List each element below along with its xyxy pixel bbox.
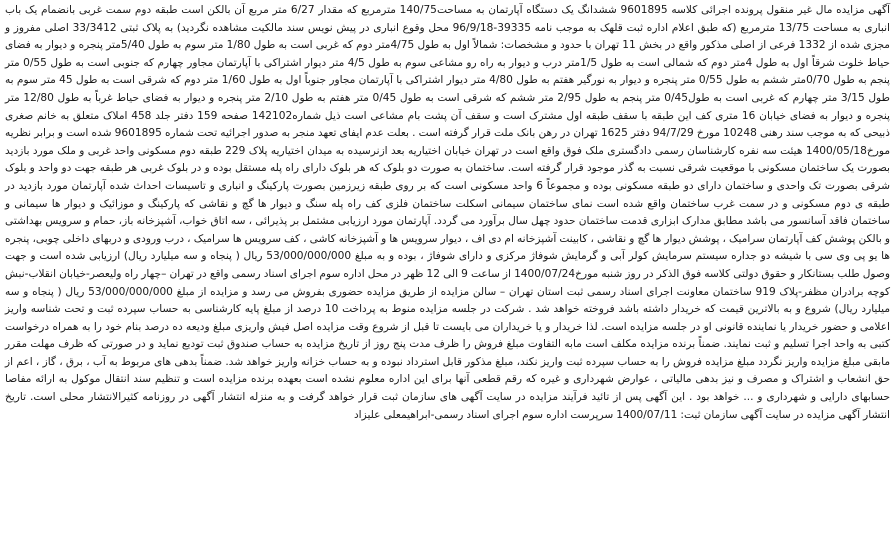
auction-notice-text: آگهی مزایده مال غیر منقول پرونده اجرائی کلاسه 9601895 ششدانگ یک دستگاه آپارتمان به مساحت140/75 مترمربع که مقدار 6/27 متر مربع آن بالکن است طبقه دوم سمت غربی بانضمام یک باب انباری به مساحت 13/75 مترمربع (که طبق اعلام اداره ثبت قلهک به موجب نامه 39335-96/9/18 محل وقوع انباری در پیش نویس سند مالکیت مشاهده نگردید) به پلاک ثبتی 33/3412 اصلی مفروز و مجزی شده از 1332 فرعی از اصلی مذکور واقع در بخش 11 تهران با حدود و مشخصات: شمالاً اول به طول 4/75متر دوم که غربی است به طول 1/80 متر سوم به طول 5/40متر پنجره و دیوار به فضای حیاط خلوت شرقاً اول به طول 4متر دوم که شمالی است به طول 1/5متر درب و دیوار به راه رو مشاعی سوم به طول 4/5 متر دیوار اشتراکی با آپارتمان مجاور چهارم که جنوبی است به طول 0/55 متر پنجم به طول 0/70متر ششم به طول 0/55 متر پنجره و دیوار به نورگیر هفتم به طول 4/80 متر دیوار اشتراکی با آپارتمان مجاور جنوباً اول به طول 1/60 متر دوم که شرقی است به طول 45 متر سوم به طول 3/15 متر چهارم که غربی است به طول0/45 متر پنجم به طول 2/95 متر ششم که شرقی است به طول 0/45 متر هفتم به طول 2/10 متر پنجره و دیوار به فضای حیاط غرباً به طول 12/80 متر پنجره و دیوار به فضای خیابان 16 متری کف این طبقه با سقف طبقه اول مشترک است و سقف آن پشت بام مشاعی است ذیل شماره142102 صفحه 159 دفتر جلد 458 املاک متعلق به خانم صغری ذبیحی که به موجب سند رهنی 10248 مورخ 94/7/29 دفتر 1625 تهران در رهن بانک ملت قرار گرفته است . بعلت عدم ایفای تعهد منجر به صدور اجرائیه تحت شماره 9601895 شده است و برابر نظریه مورخ1400/05/18 هیئت سه نفره کارشناسان رسمی دادگستری ملک فوق واقع است در تهران خیابان اختیاریه بعد ازنرسیده به میدان اختیاریه پلاک 229 طبقه دوم مسکونی واحد غربی و ملک مورد بازدید بصورت یک ساختمان مسکونی با موقعیت شرقی نسبت به گذر موجود قرار گرفته است. ساختمان به صورت دو بلوک که هر بلوک دارای راه پله مستقل بوده و در بلوک غربی هر طبقه جهت دو واحد و بلوک شرقی بصورت تک واحدی و ساختمان دارای دو طبقه مسکونی بوده و مجموعاً 6 واحد مسکونی است که بر روی طبقه زیرزمین بصورت پارکینگ و انباری و تاسیسات احداث شده آپارتمان مورد بازدید در طبقه ی دوم مسکونی و در سمت غرب ساختمان واقع شده است نمای ساختمان سیمانی اسکلت ساختمان فلزی کف راه پله سنگ و دیوار ها گچ و نقاشی که پارکینگ و موزائیک و دیوار ها سیمانی و ساختمان فاقد آسانسور می باشد مطابق مدارک ابزاری قدمت ساختمان حدود چهل سال برآورد می گردد. آپارتمان مورد ارزیابی مشتمل بر پذیرائی ، سه اتاق خواب، آشپزخانه باز، حمام و سرویس بهداشتی و بالکن پوشش کف آپارتمان سرامیک ، پوشش دیوار ها گچ و نقاشی ، کابینت آشپزخانه ام دی اف ، دیوار سرویس ها و آشپزخانه کاشی ، کف سرویس ها سرامیک ، درب ورودی و دربهای داخلی چوبی، پنجره ها یو پی وی سی با شیشه دو جداره سیستم سرمایش کولر آبی و گرمایش شوفاژ مرکزی و دارای شوفاژ ، بوده و به مبلغ 53/000/000/000 ریال ( پنجاه و سه میلیارد ریال) ارزیابی شده است و جهت وصول طلب بستانکار و حقوق دولتی کلاسه فوق الذکر در روز شنبه مورخ1400/07/24 از ساعت 9 الی 12 ظهر در محل اداره سوم اجرای اسناد رسمی واقع در تهران –چهار راه ولیعصر-خیابان انقلاب-نبش کوچه برادران مظفر-پلاک 919 ساختمان معاونت اجرای اسناد رسمی ثبت استان تهران – سالن مزایده از طریق مزایده حضوری بفروش می رسد و مزایده از مبلغ 53/000/000/000 ریال ( پنجاه و سه میلیارد ریال) شروع و به بالاترین قیمت که خریدار داشته باشد فروخته خواهد شد . شرکت در جلسه مزایده منوط به پرداخت 10 درصد از مبلغ پایه کارشناسی به حساب سپرده ثبت و تحت شناسه واریز اعلامی و حضور خریدار یا نماینده قانونی او در جلسه مزایده است. لذا خریدار و یا خریداران می بایست تا قبل از شروع وقت مزایده اصل فیش واریزی مبلغ ودیعه ده درصد بنام خود را به همراه درخواست کتبی به واحد اجرا تسلیم و ثبت نمایند. ضمناً برنده مزایده مکلف است مابه التفاوت مبلغ فروش را ظرف مدت پنج روز از تاریخ مزایده به حساب صندوق ثبت تودیع نماید و در صورتی که ظرف مهلت مقرر مابقی مبلغ مزایده واریز نگردد مبلغ مزایده فروش را به حساب سپرده ثبت واریز نکند، مبلغ مذکور قابل استرداد نبوده و به حساب خزانه واریز خواهد شد. ضمناً بدهی های مربوط به آب ، برق ، گاز ، اعم از حق انشعاب و اشتراک و مصرف و نیز بدهی مالیاتی ، عوارض شهرداری و غیره که رقم قطعی آنها برای این اداره معلوم نشده است بعهده برنده مزایده است و تنظیم سند انتقال موکول به ارائه مفاصا حسابهای دارایی و شهرداری و ... خواهد بود . این آگهی پس از تائید فرآیند مزایده در سایت آگهی های سازمان ثبت قرار خواهد گرفت و به منزله انتشار آگهی در روزنامه کثیرالانتشار محلی است. تاریخ انتشار آگهی مزایده در سایت آگهی سازمان ثبت: 1400/07/11 سرپرست اداره سوم اجرای اسناد رسمی-ابراهیمعلی علیزاد	[5, 4, 891, 421]
